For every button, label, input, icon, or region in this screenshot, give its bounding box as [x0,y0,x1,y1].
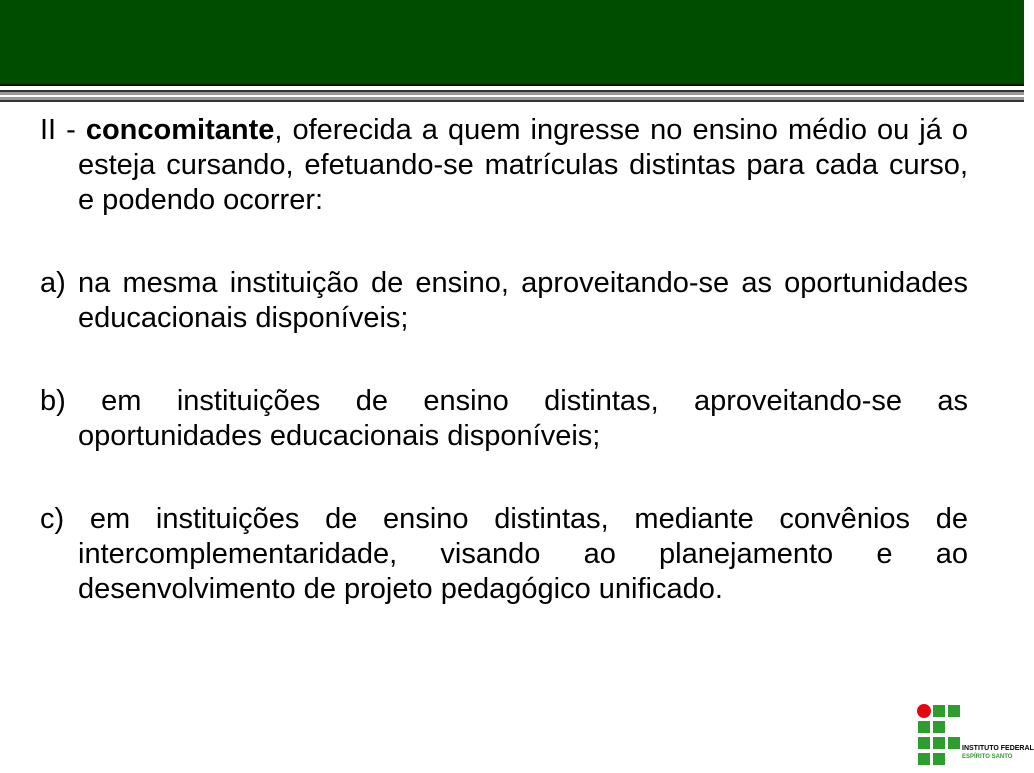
logo-text-line1: INSTITUTO FEDERAL [962,745,1034,752]
ifes-logo-icon [916,703,962,768]
slide-content [40,113,968,607]
institution-logo [916,703,1034,768]
paragraph-b: b) em instituições de ensino distintas, aproveitando-se as oportunidades educacionais disponíveis; [40,385,968,452]
paragraph-ii-bold-term: concomitante [85,114,275,146]
logo-text [962,745,1034,761]
logo-text-line2: ESPÍRITO SANTO [962,754,1013,760]
paragraph-ii-text: , oferecida a quem ingresse no ensino médio ou já o esteja cursando, efetuando-se matrículas distintas para cada curso, e podendo ocorrer: [78,114,968,216]
paragraph-c: c) em instituições de ensino distintas, mediante convênios de intercomplementaridade, visando ao planejamento e ao desenvolvimento de projeto pedagógico unificado. [40,503,968,605]
paragraph-ii [40,113,968,218]
paragraph-ii-prefix: II - [40,114,86,146]
paragraph-a: a) na mesma instituição de ensino, aproveitando-se as oportunidades educacionais disponíveis; [40,267,968,334]
header-bar [0,0,1024,86]
header-divider [0,90,1024,102]
